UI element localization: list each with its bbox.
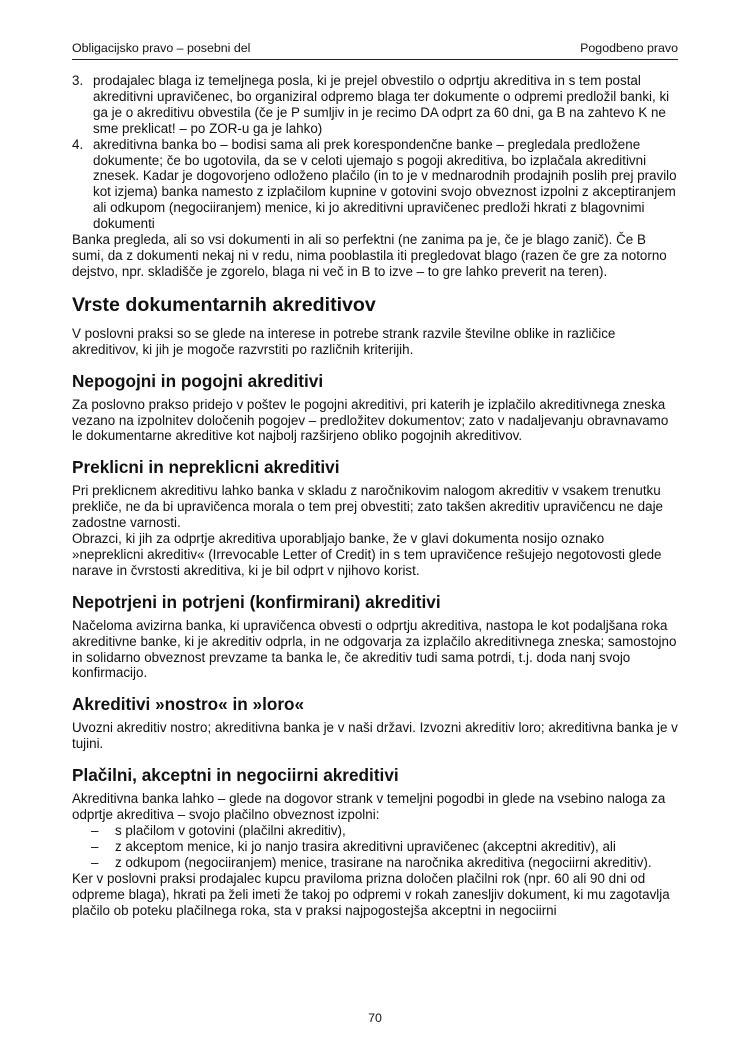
dash-list-item-text: z akceptom menice, ki jo nanjo trasira akreditivni upravičenec (akceptni akreditiv), ali [115, 838, 616, 854]
subsection-paragraph: Uvozni akreditiv nostro; akreditivna banka je v naši državi. Izvozni akreditiv loro; akreditivna banka je v tujini. [72, 720, 678, 752]
dash-list-item [72, 839, 678, 855]
dash-list-item-text: s plačilom v gotovini (plačilni akreditiv), [115, 823, 346, 838]
list-item [72, 137, 678, 232]
subsection-heading-payment-types: Plačilni, akceptni in negociirni akreditivi [72, 765, 399, 786]
list-item-text: akreditivna banka bo – bodisi sama ali prek korespondenčne banke – pregledala predložene dokumente; če bo ugotovila, da se v celoti ujemajo s pogoji akreditiva, bo izplačala akreditivni znesek. Kadar je dogovorjeno odloženo plačilo (in to je v mednarodnih prodajnih poslih prej pravilo kot izjema) banka namesto z izplačilom kupnine v gotovini svojo obveznost izpolni z akceptiranjem ali odkupom (negociiranjem) menice, ki jo akreditivni upravičenec predloži hkrati z blagovnimi dokumenti [93, 136, 677, 232]
section-paragraph: V poslovni praksi so se glede na interese in potrebe strank razvile številne oblike in različice akreditivov, ki jih je mogoče razvrstiti po različnih kriterijih. [72, 325, 616, 357]
header-right-title: Pogodbeno pravo [580, 41, 678, 55]
dash-bullet-icon: – [91, 838, 99, 854]
document-body [72, 73, 678, 918]
subsection-heading-revocable: Preklicni in nepreklicni akreditivi [72, 457, 340, 478]
subsection-paragraph: Načeloma avizirna banka, ki upravičenca obvesti o odprtju akreditiva, nastopa le kot podaljšana roka akreditivne banke, ki je akreditiv odprla, in ne odgovarja za izplačilo akreditivnega zneska; samostojno in solidarno obveznost prevzame ta banka le, če akreditiv tudi sama potrdi, t.j. doda nanj svojo konfirmacijo. [72, 617, 677, 681]
dash-list-item [72, 855, 678, 871]
subsection-heading-nostro-loro: Akreditivi »nostro« in »loro« [72, 694, 305, 715]
list-item-number: 3. [72, 73, 84, 88]
dash-list-item [72, 823, 678, 839]
list-item-text: prodajalec blaga iz temeljnega posla, ki je prejel obvestilo o odprtju akreditiva in s tem postal akreditivni upravičenec, bo organiziral odpremo blaga ter dokumente o odpremi predložil banki, ki ga je o akreditivu obvestila (če je P sumljiv in je recimo DA odprt za 60 dni, ga B na zahtevo K ne sme preklicat! – po ZOR-u ga je lahko) [93, 73, 670, 136]
running-header [72, 40, 678, 60]
list-item-number: 4. [72, 136, 84, 152]
section-heading: Vrste dokumentarnih akreditivov [72, 293, 376, 316]
dash-bullet-icon: – [91, 823, 99, 838]
closing-paragraph: Ker v poslovni praksi prodajalec kupcu praviloma prizna določen plačilni rok (npr. 60 ali 90 dni od odpreme blaga), hkrati pa želi imeti že takoj po odpremi v rokah zanesljiv dokument, ki mu zagotavlja plačilo ob poteku plačilnega roka, sta v praksi najpogostejša akceptni in negociirni [72, 870, 670, 918]
list-item [72, 73, 678, 137]
dash-list-item-text: z odkupom (negociiranjem) menice, trasirane na naročnika akreditiva (negociirni akreditiv). [115, 854, 652, 870]
page-number: 70 [368, 1011, 382, 1025]
document-page [72, 40, 678, 918]
dash-bullet-icon: – [91, 854, 99, 870]
subsection-heading-unconditional: Nepogojni in pogojni akreditivi [72, 370, 324, 391]
numbered-list [72, 73, 678, 232]
subsection-paragraph: Obrazci, ki jih za odprtje akreditiva uporabljajo banke, že v glavi dokumenta nosijo oznako »nepreklicni akreditiv« (Irrevocable Letter of Credit) in s tem upravičence rešujejo negotovosti glede narave in čvrstosti akreditiva, ki je bil odprt v njihovo korist. [72, 531, 662, 578]
dash-list [72, 823, 678, 871]
subsection-heading-confirmed: Nepotrjeni in potrjeni (konfirmirani) akreditivi [72, 591, 441, 612]
subsection-paragraph: Akreditivna banka lahko – glede na dogovor strank v temeljni pogodbi in glede na vsebino naloga za odprtje akreditiva – svojo plačilno obveznost izpolni: [72, 791, 666, 823]
subsection-paragraph: Za poslovno prakso pridejo v poštev le pogojni akreditivi, pri katerih je izplačilo akreditivnega zneska vezano na izpolnitev določenih pogojev – predložitev dokumentov; zato v nadaljevanju obravnavamo le dokumentarne akreditive kot najbolj razširjeno obliko pogojnih akreditivov. [72, 396, 669, 444]
header-left-title: Obligacijsko pravo – posebni del [72, 41, 251, 55]
subsection-paragraph: Pri preklicnem akreditivu lahko banka v skladu z naročnikovim nalogom akreditiv v vsakem trenutku prekliče, ne da bi upravičenca morala o tem prej obvestiti; zato takšen akreditiv upravičencu ne daje zadostne varnosti. [72, 483, 663, 531]
intro-paragraph: Banka pregleda, ali so vsi dokumenti in ali so perfektni (ne zanima pa je, če je blago zanič). Če B sumi, da z dokumenti nekaj ni v redu, nima pooblastila iti pregledovat blago (razen če gre za notorno dejstvo, npr. skladišče je zgorelo, blaga ni več in B to izve – to gre lahko preverit na teren). [72, 232, 667, 279]
